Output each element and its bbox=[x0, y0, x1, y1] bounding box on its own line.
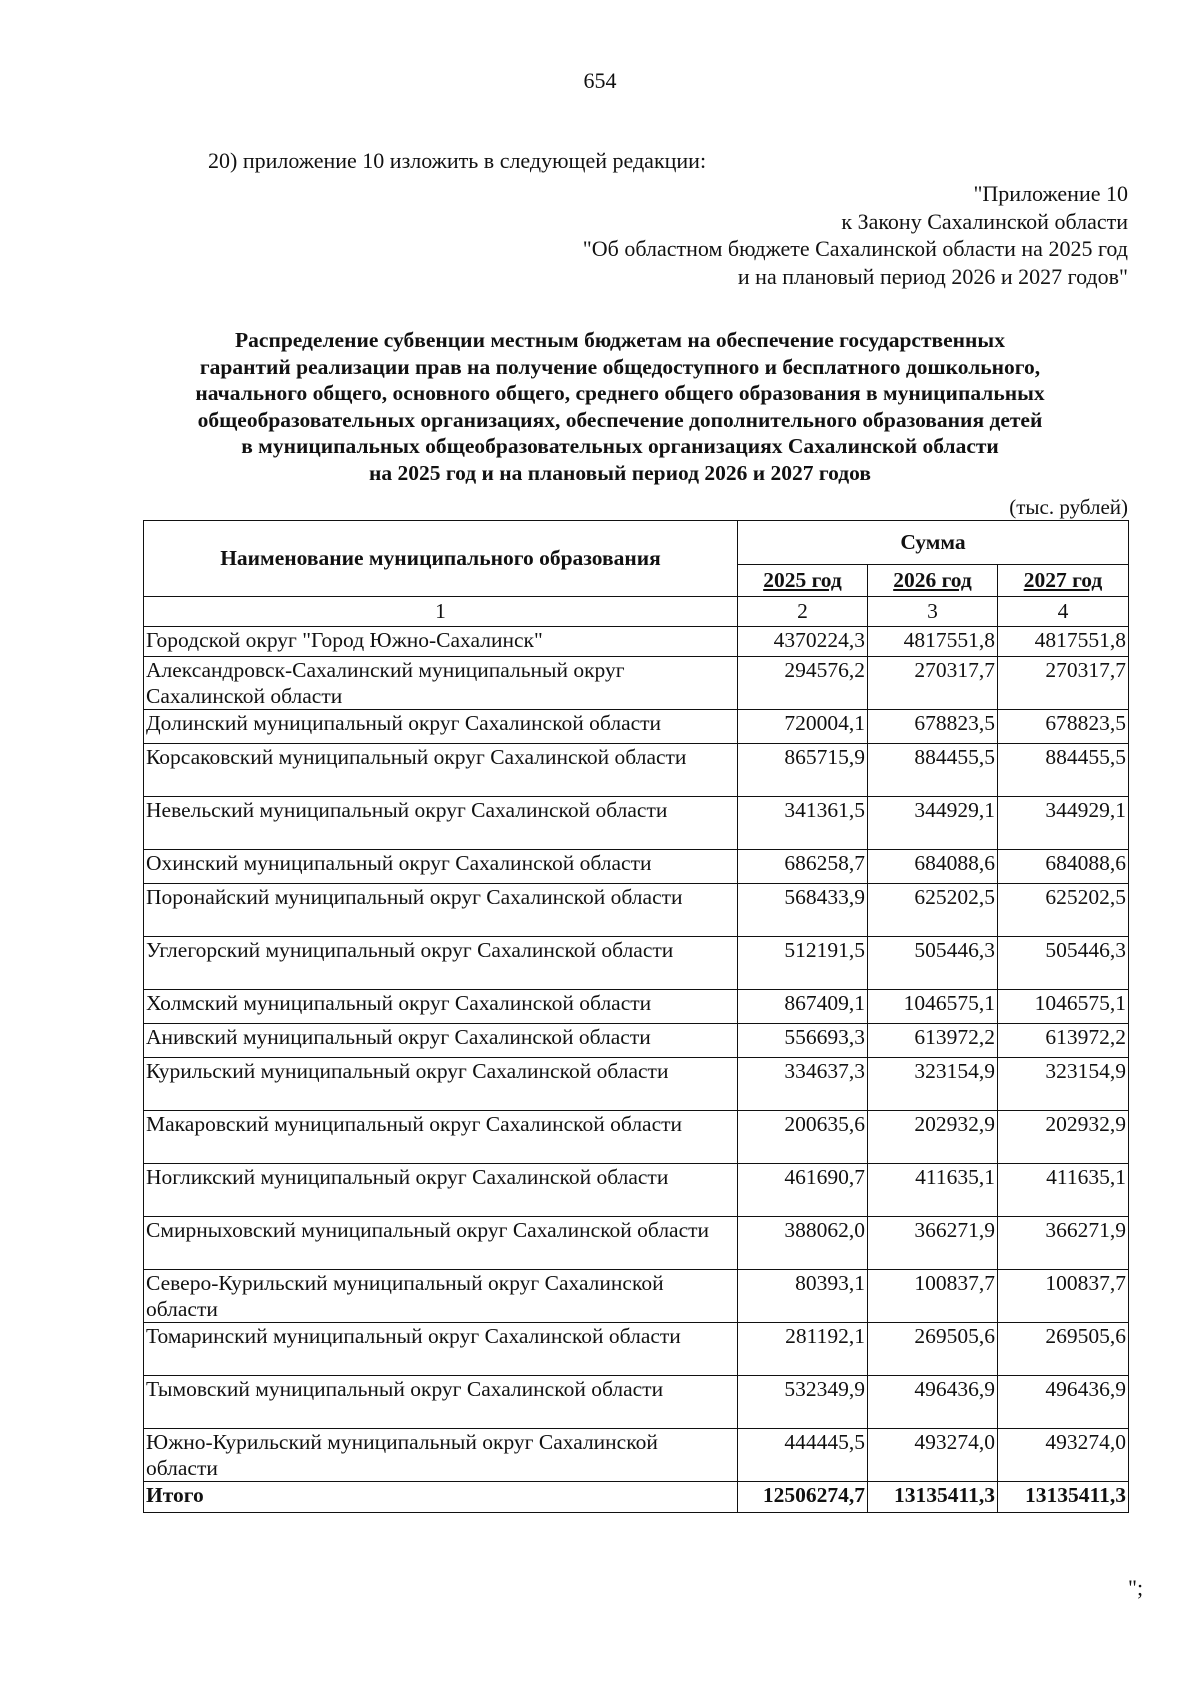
amount-2025: 4370224,3 bbox=[738, 627, 868, 657]
total-2026: 13135411,3 bbox=[868, 1482, 998, 1513]
table-row bbox=[144, 1376, 1129, 1429]
municipality-name: Южно-Курильский муниципальный округ Сахалинской области bbox=[144, 1429, 738, 1482]
amount-2025: 80393,1 bbox=[738, 1270, 868, 1323]
amount-2027: 1046575,1 bbox=[998, 990, 1129, 1024]
amount-2026: 493274,0 bbox=[868, 1429, 998, 1482]
table-row bbox=[144, 937, 1129, 990]
table-row bbox=[144, 1270, 1129, 1323]
column-number: 1 bbox=[144, 597, 738, 627]
table-row bbox=[144, 1058, 1129, 1111]
amount-2027: 505446,3 bbox=[998, 937, 1129, 990]
amount-2025: 532349,9 bbox=[738, 1376, 868, 1429]
appendix-line: "Об областном бюджете Сахалинской области на 2025 год bbox=[582, 236, 1128, 261]
amount-2025: 512191,5 bbox=[738, 937, 868, 990]
header-year-2025: 2025 год bbox=[738, 565, 868, 597]
amount-2027: 270317,7 bbox=[998, 657, 1129, 710]
amount-2026: 613972,2 bbox=[868, 1024, 998, 1058]
amount-2025: 341361,5 bbox=[738, 797, 868, 850]
table-row bbox=[144, 1024, 1129, 1058]
amount-2027: 269505,6 bbox=[998, 1323, 1129, 1376]
appendix-reference bbox=[583, 180, 1128, 290]
municipality-name: Ногликский муниципальный округ Сахалинской области bbox=[144, 1164, 738, 1217]
amount-2025: 865715,9 bbox=[738, 744, 868, 797]
table-row bbox=[144, 850, 1129, 884]
amount-2026: 505446,3 bbox=[868, 937, 998, 990]
amount-2026: 344929,1 bbox=[868, 797, 998, 850]
total-2025: 12506274,7 bbox=[738, 1482, 868, 1513]
municipality-name: Городской округ "Город Южно-Сахалинск" bbox=[144, 627, 738, 657]
table-row bbox=[144, 1164, 1129, 1217]
amount-2027: 678823,5 bbox=[998, 710, 1129, 744]
title-line: на 2025 год и на плановый период 2026 и 2027 годов bbox=[369, 460, 871, 485]
amount-2027: 684088,6 bbox=[998, 850, 1129, 884]
amount-2027: 366271,9 bbox=[998, 1217, 1129, 1270]
municipality-name: Долинский муниципальный округ Сахалинской области bbox=[144, 710, 738, 744]
amount-2027: 493274,0 bbox=[998, 1429, 1129, 1482]
amount-2027: 884455,5 bbox=[998, 744, 1129, 797]
amount-2026: 411635,1 bbox=[868, 1164, 998, 1217]
total-row bbox=[144, 1482, 1129, 1513]
municipality-name: Макаровский муниципальный округ Сахалинской области bbox=[144, 1111, 738, 1164]
table-row bbox=[144, 1111, 1129, 1164]
table-row bbox=[144, 657, 1129, 710]
title-line: начального общего, основного общего, среднего общего образования в муниципальных bbox=[195, 381, 1045, 405]
amount-2026: 625202,5 bbox=[868, 884, 998, 937]
amount-2026: 270317,7 bbox=[868, 657, 998, 710]
header-sum: Сумма bbox=[738, 521, 1129, 565]
column-number: 2 bbox=[738, 597, 868, 627]
page-number: 654 bbox=[583, 68, 617, 93]
municipality-name: Смирныховский муниципальный округ Сахалинской области bbox=[144, 1217, 738, 1270]
units-label: (тыс. рублей) bbox=[1009, 495, 1128, 519]
title-line: в муниципальных общеобразовательных организациях Сахалинской области bbox=[241, 434, 999, 458]
amount-2027: 496436,9 bbox=[998, 1376, 1129, 1429]
amount-2026: 678823,5 bbox=[868, 710, 998, 744]
title-line: гарантий реализации прав на получение общедоступного и бесплатного дошкольного, bbox=[199, 354, 1041, 379]
amount-2026: 684088,6 bbox=[868, 850, 998, 884]
table-row bbox=[144, 744, 1129, 797]
municipality-name: Александровск-Сахалинский муниципальный округ Сахалинской области bbox=[144, 657, 738, 710]
amount-2027: 411635,1 bbox=[998, 1164, 1129, 1217]
municipality-name: Охинский муниципальный округ Сахалинской области bbox=[144, 850, 738, 884]
municipality-name: Анивский муниципальный округ Сахалинской области bbox=[144, 1024, 738, 1058]
municipality-name: Холмский муниципальный округ Сахалинской области bbox=[144, 990, 738, 1024]
column-number: 3 bbox=[868, 597, 998, 627]
table-row bbox=[144, 990, 1129, 1024]
amount-2026: 1046575,1 bbox=[868, 990, 998, 1024]
amendment-intro: 20) приложение 10 изложить в следующей редакции: bbox=[208, 148, 707, 173]
document-title bbox=[120, 327, 1120, 486]
amount-2025: 294576,2 bbox=[738, 657, 868, 710]
amount-2026: 100837,7 bbox=[868, 1270, 998, 1323]
amount-2027: 202932,9 bbox=[998, 1111, 1129, 1164]
appendix-line: к Закону Сахалинской области bbox=[841, 208, 1128, 234]
amount-2025: 461690,7 bbox=[738, 1164, 868, 1217]
amount-2025: 867409,1 bbox=[738, 990, 868, 1024]
title-line: общеобразовательных организациях, обеспечение дополнительного образования детей bbox=[197, 407, 1043, 432]
amount-2026: 269505,6 bbox=[868, 1323, 998, 1376]
municipality-name: Томаринский муниципальный округ Сахалинской области bbox=[144, 1323, 738, 1376]
header-municipality: Наименование муниципального образования bbox=[144, 521, 738, 597]
total-2027: 13135411,3 bbox=[998, 1482, 1129, 1513]
amount-2025: 334637,3 bbox=[738, 1058, 868, 1111]
appendix-line: "Приложение 10 bbox=[973, 181, 1128, 206]
amount-2025: 720004,1 bbox=[738, 710, 868, 744]
title-line: Распределение субвенции местным бюджетам на обеспечение государственных bbox=[235, 328, 1005, 352]
amount-2027: 613972,2 bbox=[998, 1024, 1129, 1058]
amount-2025: 444445,5 bbox=[738, 1429, 868, 1482]
total-label: Итого bbox=[144, 1482, 738, 1513]
amount-2027: 625202,5 bbox=[998, 884, 1129, 937]
table-row bbox=[144, 1429, 1129, 1482]
header-year-2027: 2027 год bbox=[998, 565, 1129, 597]
amount-2026: 366271,9 bbox=[868, 1217, 998, 1270]
municipality-name: Северо-Курильский муниципальный округ Сахалинской области bbox=[144, 1270, 738, 1323]
header-year-2026: 2026 год bbox=[868, 565, 998, 597]
amount-2027: 323154,9 bbox=[998, 1058, 1129, 1111]
table-row bbox=[144, 1217, 1129, 1270]
closing-quote: "; bbox=[1128, 1575, 1144, 1600]
municipality-name: Курильский муниципальный округ Сахалинской области bbox=[144, 1058, 738, 1111]
municipality-name: Невельский муниципальный округ Сахалинской области bbox=[144, 797, 738, 850]
table-row bbox=[144, 797, 1129, 850]
amount-2027: 100837,7 bbox=[998, 1270, 1129, 1323]
amount-2026: 884455,5 bbox=[868, 744, 998, 797]
municipality-name: Углегорский муниципальный округ Сахалинской области bbox=[144, 937, 738, 990]
amount-2025: 388062,0 bbox=[738, 1217, 868, 1270]
table-row bbox=[144, 884, 1129, 937]
amount-2026: 496436,9 bbox=[868, 1376, 998, 1429]
amount-2025: 686258,7 bbox=[738, 850, 868, 884]
table-row bbox=[144, 627, 1129, 657]
column-number: 4 bbox=[998, 597, 1129, 627]
amount-2026: 4817551,8 bbox=[868, 627, 998, 657]
amount-2027: 4817551,8 bbox=[998, 627, 1129, 657]
amount-2025: 200635,6 bbox=[738, 1111, 868, 1164]
appendix-line: и на плановый период 2026 и 2027 годов" bbox=[737, 263, 1128, 289]
amount-2025: 568433,9 bbox=[738, 884, 868, 937]
municipality-name: Поронайский муниципальный округ Сахалинской области bbox=[144, 884, 738, 937]
amount-2026: 202932,9 bbox=[868, 1111, 998, 1164]
amount-2026: 323154,9 bbox=[868, 1058, 998, 1111]
amount-2025: 556693,3 bbox=[738, 1024, 868, 1058]
amount-2027: 344929,1 bbox=[998, 797, 1129, 850]
municipality-name: Корсаковский муниципальный округ Сахалинской области bbox=[144, 744, 738, 797]
municipality-name: Тымовский муниципальный округ Сахалинской области bbox=[144, 1376, 738, 1429]
table-row bbox=[144, 1323, 1129, 1376]
table-body bbox=[144, 627, 1129, 1482]
subvention-table bbox=[143, 520, 1129, 1513]
amount-2025: 281192,1 bbox=[738, 1323, 868, 1376]
table-row bbox=[144, 710, 1129, 744]
